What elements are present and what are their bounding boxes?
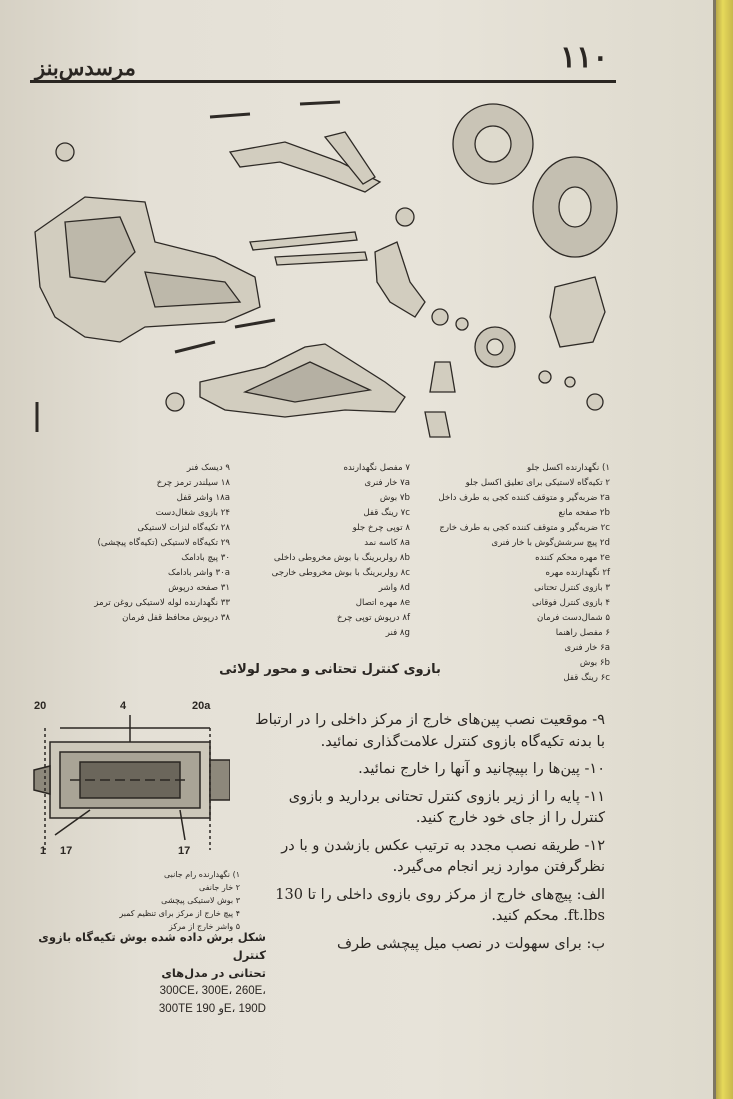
- instruction-step: ب: برای سهولت در نصب میل پیچشی طرف: [337, 935, 605, 952]
- figure-caption-line: تحتانی در مدل‌های: [161, 966, 266, 980]
- callout-20: 20: [34, 700, 47, 712]
- figure-caption-models: 300TE و 190E، 190D: [158, 1003, 266, 1015]
- legend-item: ٣ بوش لاستیکی پیچشی: [161, 896, 240, 905]
- parts-legend-column-3: [95, 461, 230, 626]
- legend-item: ٢۴ بازوی شغال‌دست: [155, 508, 230, 518]
- parts-legend-column-1: [440, 461, 610, 686]
- parts-legend-column-2: [250, 461, 410, 641]
- instruction-step: ١٠- پین‌ها را بپیچانید و آنها را خارج نمائید.: [358, 761, 605, 777]
- legend-item: ٣ بازوی کنترل تحتانی: [534, 583, 610, 593]
- legend-item: ٢c ضربه‌گیر و متوقف کننده کجی به طرف خارج: [439, 523, 610, 533]
- legend-item: ٢٩ تکیه‌گاه لاستیکی (تکیه‌گاه پیچشی): [97, 538, 230, 548]
- legend-item: ٢a ضربه‌گیر و متوقف کننده کجی به طرف داخل: [438, 493, 610, 503]
- legend-item: ٢٨ تکیه‌گاه لنزات لاستیکی: [137, 523, 230, 533]
- legend-item: ٨a کاسه نمد: [364, 538, 410, 548]
- callout-17-left: 17: [60, 845, 73, 857]
- cross-section-legend: [60, 868, 240, 933]
- legend-item: ٢b صفحه مانع: [558, 508, 610, 518]
- legend-item: ٢e مهره محکم کننده: [535, 553, 610, 563]
- legend-item: ٨ توپی چرخ جلو: [352, 523, 410, 533]
- legend-item: ١٨a واشر قفل: [176, 493, 230, 503]
- callout-20a: 20a: [192, 700, 211, 712]
- legend-item: ٢ خار جانفی: [199, 883, 240, 892]
- legend-item: ٨g فنر: [385, 628, 410, 638]
- diagram-caption: بازوی کنترل تحتانی و محور لولائی: [219, 662, 441, 677]
- legend-item: ٢ تکیه‌گاه لاستیکی برای تعلیق اکسل جلو: [465, 478, 610, 488]
- bushing-cross-section: [30, 700, 230, 870]
- legend-item: ١) نگهدارنده رام جانبی: [163, 870, 240, 879]
- legend-item: ۶a خار فنری: [564, 643, 610, 653]
- legend-item: ٧b بوش: [379, 493, 410, 503]
- legend-item: ٨d واشر: [378, 583, 410, 593]
- figure-caption-models: 300CE، 300E، 260E،: [159, 985, 266, 997]
- legend-item: ٨c رولربرینگ با بوش مخروطی خارجی: [271, 568, 410, 578]
- instruction-step: ٩- موقعیت نصب پین‌های خارج از مرکز داخلی را در ارتباط با بدنه تکیه‌گاه بازوی کنترل علامت‌گذاری نمائید.: [255, 712, 605, 750]
- legend-item: ٧a خار فنری: [364, 478, 410, 488]
- legend-item: ۶c رینگ قفل: [563, 673, 610, 683]
- legend-item: ۶ مفصل راهنما: [555, 628, 610, 638]
- instruction-text: [255, 710, 605, 961]
- book-title: مرسدس‌بنز: [35, 55, 136, 80]
- instruction-step: الف: پیچ‌های خارج از مرکز روی بازوی داخلی را تا 130 ft.lbs. محکم کنید.: [275, 886, 605, 924]
- legend-item: ١) نگهدارنده اکسل جلو: [527, 463, 610, 473]
- legend-item: ٧c رینگ قفل: [363, 508, 410, 518]
- callout-17-right: 17: [178, 845, 191, 857]
- callout-4: 4: [120, 700, 127, 712]
- legend-item: ٩ دیسک فنر: [186, 463, 230, 473]
- legend-item: ٢f نگهدارنده مهره: [545, 568, 610, 578]
- legend-item: ٣٨ درپوش محافظ قفل فرمان: [122, 613, 230, 623]
- legend-item: ۴ بازوی کنترل فوقانی: [532, 598, 610, 608]
- page-number: ١١٠: [560, 40, 609, 75]
- legend-item: ٣٠a واشر بادامک: [168, 568, 230, 578]
- figure-caption-line: شکل برش داده شده بوش تکیه‌گاه بازوی کنترل: [38, 930, 266, 962]
- legend-item: ۴ پیچ خارج از مرکز برای تنظیم کمبر: [119, 909, 240, 918]
- legend-item: ٢d پیچ سرشش‌گوش با خار فنری: [491, 538, 610, 548]
- legend-item: ٣١ صفحه درپوش: [168, 583, 230, 593]
- callout-1: 1: [40, 845, 47, 857]
- legend-item: ٧ مفصل نگهدارنده: [343, 463, 410, 473]
- header-rule: [30, 80, 616, 83]
- legend-item: ٨b رولربرینگ با بوش مخروطی داخلی: [273, 553, 410, 563]
- exploded-suspension-diagram: [25, 92, 625, 462]
- legend-item: ٣٠ پیچ بادامک: [181, 553, 230, 563]
- legend-item: ۶b بوش: [579, 658, 610, 668]
- legend-item: ٨e مهره اتصال: [355, 598, 410, 608]
- legend-item: ٣٣ نگهدارنده لوله لاستیکی روغن ترمز: [94, 598, 230, 608]
- figure-caption: [26, 928, 266, 1018]
- legend-item: ۵ شمال‌دست فرمان: [537, 613, 610, 623]
- instruction-step: ١١- پایه را از زیر بازوی کنترل تحتانی بردارید و بازوی کنترل را از جای خود خارج کنید.: [288, 788, 605, 826]
- legend-item: ٨f درپوش توپی چرخ: [336, 613, 410, 623]
- legend-item: ۵ واشر خارج از مرکز: [168, 922, 240, 931]
- legend-item: ١٨ سیلندر ترمز چرخ: [156, 478, 230, 488]
- book-edge: [716, 0, 733, 1099]
- instruction-step: ١٢- طریقه نصب مجدد به ترتیب عکس بازشدن و با در نظرگرفتن موارد زیر انجام می‌گیرد.: [281, 837, 605, 875]
